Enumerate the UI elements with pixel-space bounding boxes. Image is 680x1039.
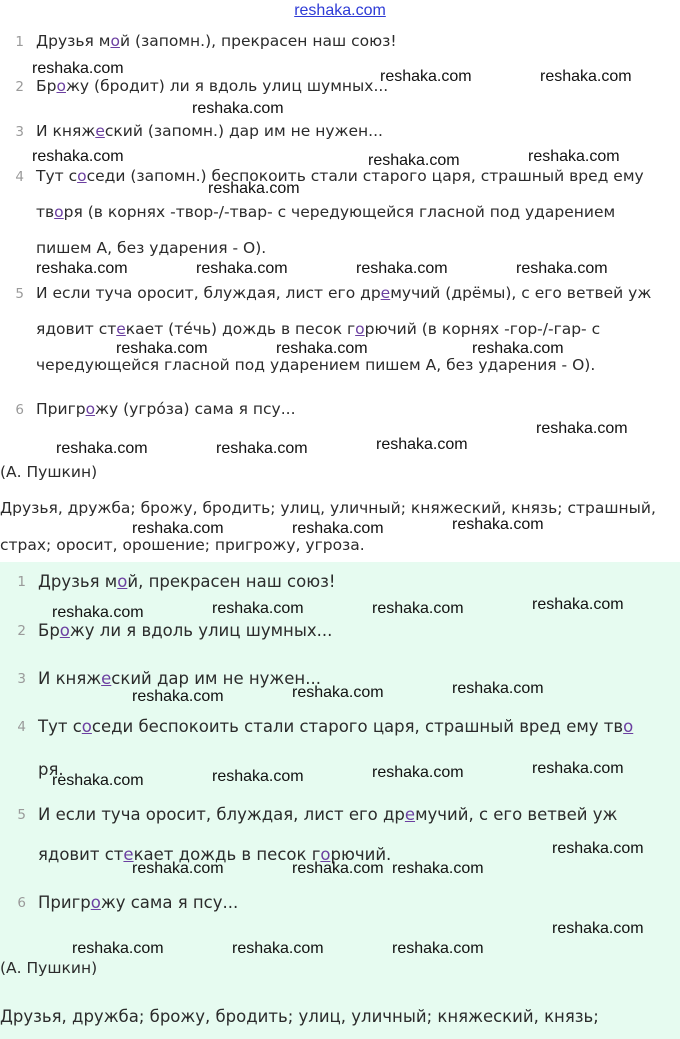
line-number: 5 (15, 286, 24, 302)
text-segment: седи (запомн.) беспокоить стали старого царя, страшный вред ему (86, 167, 644, 185)
text-segment: ский дар им не нужен... (111, 669, 321, 688)
question-poem-line (36, 122, 383, 140)
watermark: reshaka.com (368, 152, 460, 169)
line-number: 2 (17, 623, 26, 639)
highlighted-vowel: е (116, 320, 126, 338)
highlighted-vowel: о (54, 203, 64, 221)
highlighted-vowel: о (90, 893, 101, 912)
watermark: reshaka.com (32, 148, 124, 165)
highlighted-vowel: е (95, 122, 105, 140)
related-words: Друзья, дружба; брожу, бродить; улиц, уличный; княжеский, князь; (0, 1007, 599, 1026)
highlighted-vowel: е (101, 669, 112, 688)
watermark: reshaka.com (56, 440, 148, 457)
watermark: reshaka.com (208, 180, 300, 197)
text-segment: пишем А, без ударения - О). (36, 239, 267, 257)
watermark: reshaka.com (132, 860, 224, 877)
watermark: reshaka.com (532, 760, 624, 777)
text-segment: Бр (36, 77, 57, 95)
author-credit: (А. Пушкин) (0, 959, 98, 977)
highlighted-vowel: о (623, 717, 634, 736)
watermark: reshaka.com (372, 600, 464, 617)
watermark: reshaka.com (196, 260, 288, 277)
related-words: Друзья, дружба; брожу, бродить; улиц, уличный; княжеский, князь; страшный, (0, 499, 656, 517)
line-number: 1 (17, 574, 26, 590)
watermark: reshaka.com (392, 860, 484, 877)
text-segment: И княж (36, 122, 96, 140)
highlighted-vowel: о (355, 320, 365, 338)
highlighted-vowel: о (59, 621, 70, 640)
watermark: reshaka.com (452, 516, 544, 533)
line-number: 4 (17, 719, 26, 735)
highlighted-vowel: е (123, 845, 134, 864)
question-poem-line (36, 400, 296, 418)
watermark: reshaka.com (516, 260, 608, 277)
related-words: страх; оросит, орошение; пригрожу, угроза. (0, 536, 365, 554)
question-poem-line (36, 320, 600, 338)
text-segment: ядовит ст (38, 845, 124, 864)
watermark: reshaka.com (472, 340, 564, 357)
watermark: reshaka.com (52, 772, 144, 789)
text-segment: рючий. (330, 845, 392, 864)
answer-poem-line (38, 572, 335, 591)
text-segment: й, прекрасен наш союз! (127, 572, 336, 591)
line-number: 5 (17, 807, 26, 823)
highlighted-vowel: о (110, 32, 120, 50)
line-number: 6 (15, 402, 24, 418)
watermark: reshaka.com (192, 100, 284, 117)
watermark: reshaka.com (52, 604, 144, 621)
highlighted-vowel: е (380, 284, 391, 302)
text-segment: ядовит ст (36, 320, 117, 338)
text-segment: кает дождь в песок г (133, 845, 321, 864)
answer-poem-line (38, 717, 633, 736)
question-poem-line (36, 203, 615, 221)
watermark: reshaka.com (356, 260, 448, 277)
watermark: reshaka.com (212, 768, 304, 785)
answer-poem-line (38, 669, 321, 688)
watermark: reshaka.com (276, 340, 368, 357)
text-segment: кает (тéчь) дождь в песок г (125, 320, 356, 338)
text-segment: И если туча оросит, блуждая, лист его др (36, 284, 381, 302)
highlighted-vowel: о (117, 572, 128, 591)
answer-poem-line (38, 621, 332, 640)
line-number: 4 (15, 169, 24, 185)
text-segment: мучий, с его ветвей уж (415, 805, 618, 824)
text-segment: мучий (дрёмы), с его ветвей уж (390, 284, 652, 302)
site-header[interactable]: reshaka.com (294, 2, 386, 19)
text-segment: ский (запомн.) дар им не нужен... (104, 122, 383, 140)
highlighted-vowel: о (320, 845, 331, 864)
text-segment: Бр (38, 621, 60, 640)
highlighted-vowel: е (404, 805, 416, 824)
author-credit: (А. Пушкин) (0, 463, 98, 481)
line-number: 6 (17, 895, 26, 911)
question-poem-line (36, 356, 595, 374)
text-segment: ря (в корнях -твор-/-твар- с чередующейся гласной под ударением (63, 203, 616, 221)
watermark: reshaka.com (540, 68, 632, 85)
text-segment: чередующейся гласной под ударением пишем А, без ударения - О). (36, 356, 596, 374)
watermark: reshaka.com (216, 440, 308, 457)
text-segment: жу (угрóза) сама я псу... (95, 400, 296, 418)
watermark: reshaka.com (116, 340, 208, 357)
line-number: 3 (17, 671, 26, 687)
answer-poem-line (38, 893, 238, 912)
watermark: reshaka.com (292, 684, 384, 701)
text-segment: тв (36, 203, 55, 221)
watermark: reshaka.com (376, 436, 468, 453)
watermark: reshaka.com (528, 148, 620, 165)
text-segment: рючий (в корнях -гор-/-гар- с (364, 320, 601, 338)
highlighted-vowel: о (81, 717, 92, 736)
text-segment: И княж (38, 669, 102, 688)
text-segment: Пригр (38, 893, 91, 912)
highlighted-vowel: о (85, 400, 96, 418)
text-segment: Пригр (36, 400, 86, 418)
answer-poem-line (38, 805, 617, 824)
watermark: reshaka.com (292, 520, 384, 537)
highlighted-vowel: о (77, 167, 87, 185)
line-number: 1 (15, 34, 24, 50)
watermark: reshaka.com (532, 596, 624, 613)
highlighted-vowel: о (56, 77, 66, 95)
watermark: reshaka.com (32, 60, 124, 77)
watermark: reshaka.com (232, 940, 324, 957)
watermark: reshaka.com (292, 860, 384, 877)
text-segment: Тут с (36, 167, 78, 185)
text-segment: Друзья м (36, 32, 111, 50)
text-segment: жу (бродит) ли я вдоль улиц шумных... (65, 77, 389, 95)
question-poem-line (36, 32, 397, 50)
text-segment: Тут с (38, 717, 82, 736)
text-segment: жу ли я вдоль улиц шумных... (69, 621, 333, 640)
watermark: reshaka.com (36, 260, 128, 277)
watermark: reshaka.com (132, 688, 224, 705)
watermark: reshaka.com (392, 940, 484, 957)
question-poem-line (36, 167, 644, 185)
watermark: reshaka.com (132, 520, 224, 537)
line-number: 2 (15, 79, 24, 95)
text-segment: И если туча оросит, блуждая, лист его др (38, 805, 405, 824)
text-segment: жу сама я псу... (100, 893, 239, 912)
watermark: reshaka.com (536, 420, 628, 437)
watermark: reshaka.com (212, 600, 304, 617)
line-number: 3 (15, 124, 24, 140)
text-segment: Друзья м (38, 572, 118, 591)
watermark: reshaka.com (372, 764, 464, 781)
watermark: reshaka.com (72, 940, 164, 957)
watermark: reshaka.com (452, 680, 544, 697)
watermark: reshaka.com (380, 68, 472, 85)
question-poem-line (36, 239, 266, 257)
watermark: reshaka.com (552, 840, 644, 857)
question-poem-line (36, 284, 651, 302)
text-segment: й (запомн.), прекрасен наш союз! (119, 32, 397, 50)
text-segment: седи беспокоить стали старого царя, страшный вред ему тв (91, 717, 624, 736)
watermark: reshaka.com (552, 920, 644, 937)
question-poem-line (36, 77, 388, 95)
text-segment: ря. (38, 760, 64, 779)
